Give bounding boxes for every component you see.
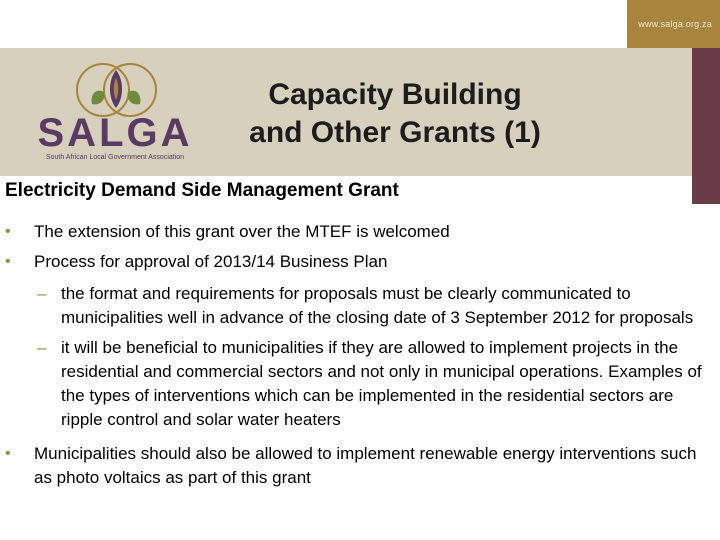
website-url: www.salga.org.za [627, 0, 720, 48]
bullet-list [0, 220, 712, 496]
top-strip [0, 0, 627, 48]
bullet-text: Municipalities should also be allowed to implement renewable energy interventions such as photo voltaics as part of this grant [34, 444, 697, 487]
bullet-dot-icon: • [5, 253, 11, 270]
section-heading: Electricity Demand Side Management Grant [5, 180, 399, 201]
bullet-text: The extension of this grant over the MTEF is welcomed [34, 222, 450, 241]
bullet-dot-icon: • [5, 223, 11, 240]
title-line-1: Capacity Building [268, 78, 522, 111]
sub-bullet-list [0, 282, 712, 432]
bullet-item [0, 220, 712, 244]
bullet-item [0, 442, 712, 490]
salga-wordmark: SALGA [37, 111, 193, 155]
salga-logo-emblem [20, 58, 210, 163]
sub-bullet-item [0, 336, 712, 432]
title-line-2: and Other Grants (1) [249, 116, 541, 149]
sub-bullet-text: it will be beneficial to municipalities if they are allowed to implement projects in the residential and commercial sectors and not only in municipal operations. Examples of the types of interventions which can be implemented in the residential sectors are ripple control and solar water heaters [61, 338, 702, 429]
salga-logo [20, 58, 210, 163]
side-accent-bar [692, 48, 720, 204]
bullet-text: Process for approval of 2013/14 Business Plan [34, 252, 388, 271]
bullet-dot-icon: • [5, 445, 11, 462]
bullet-item [0, 250, 712, 274]
salga-tagline: South African Local Government Association [45, 154, 185, 161]
dash-icon: – [37, 338, 47, 357]
slide-title [215, 76, 575, 152]
sub-bullet-text: the format and requirements for proposals must be clearly communicated to municipalities well in advance of the closing date of 3 September 2012 for proposals [61, 284, 694, 327]
dash-icon: – [37, 284, 47, 303]
sub-bullet-item [0, 282, 712, 330]
